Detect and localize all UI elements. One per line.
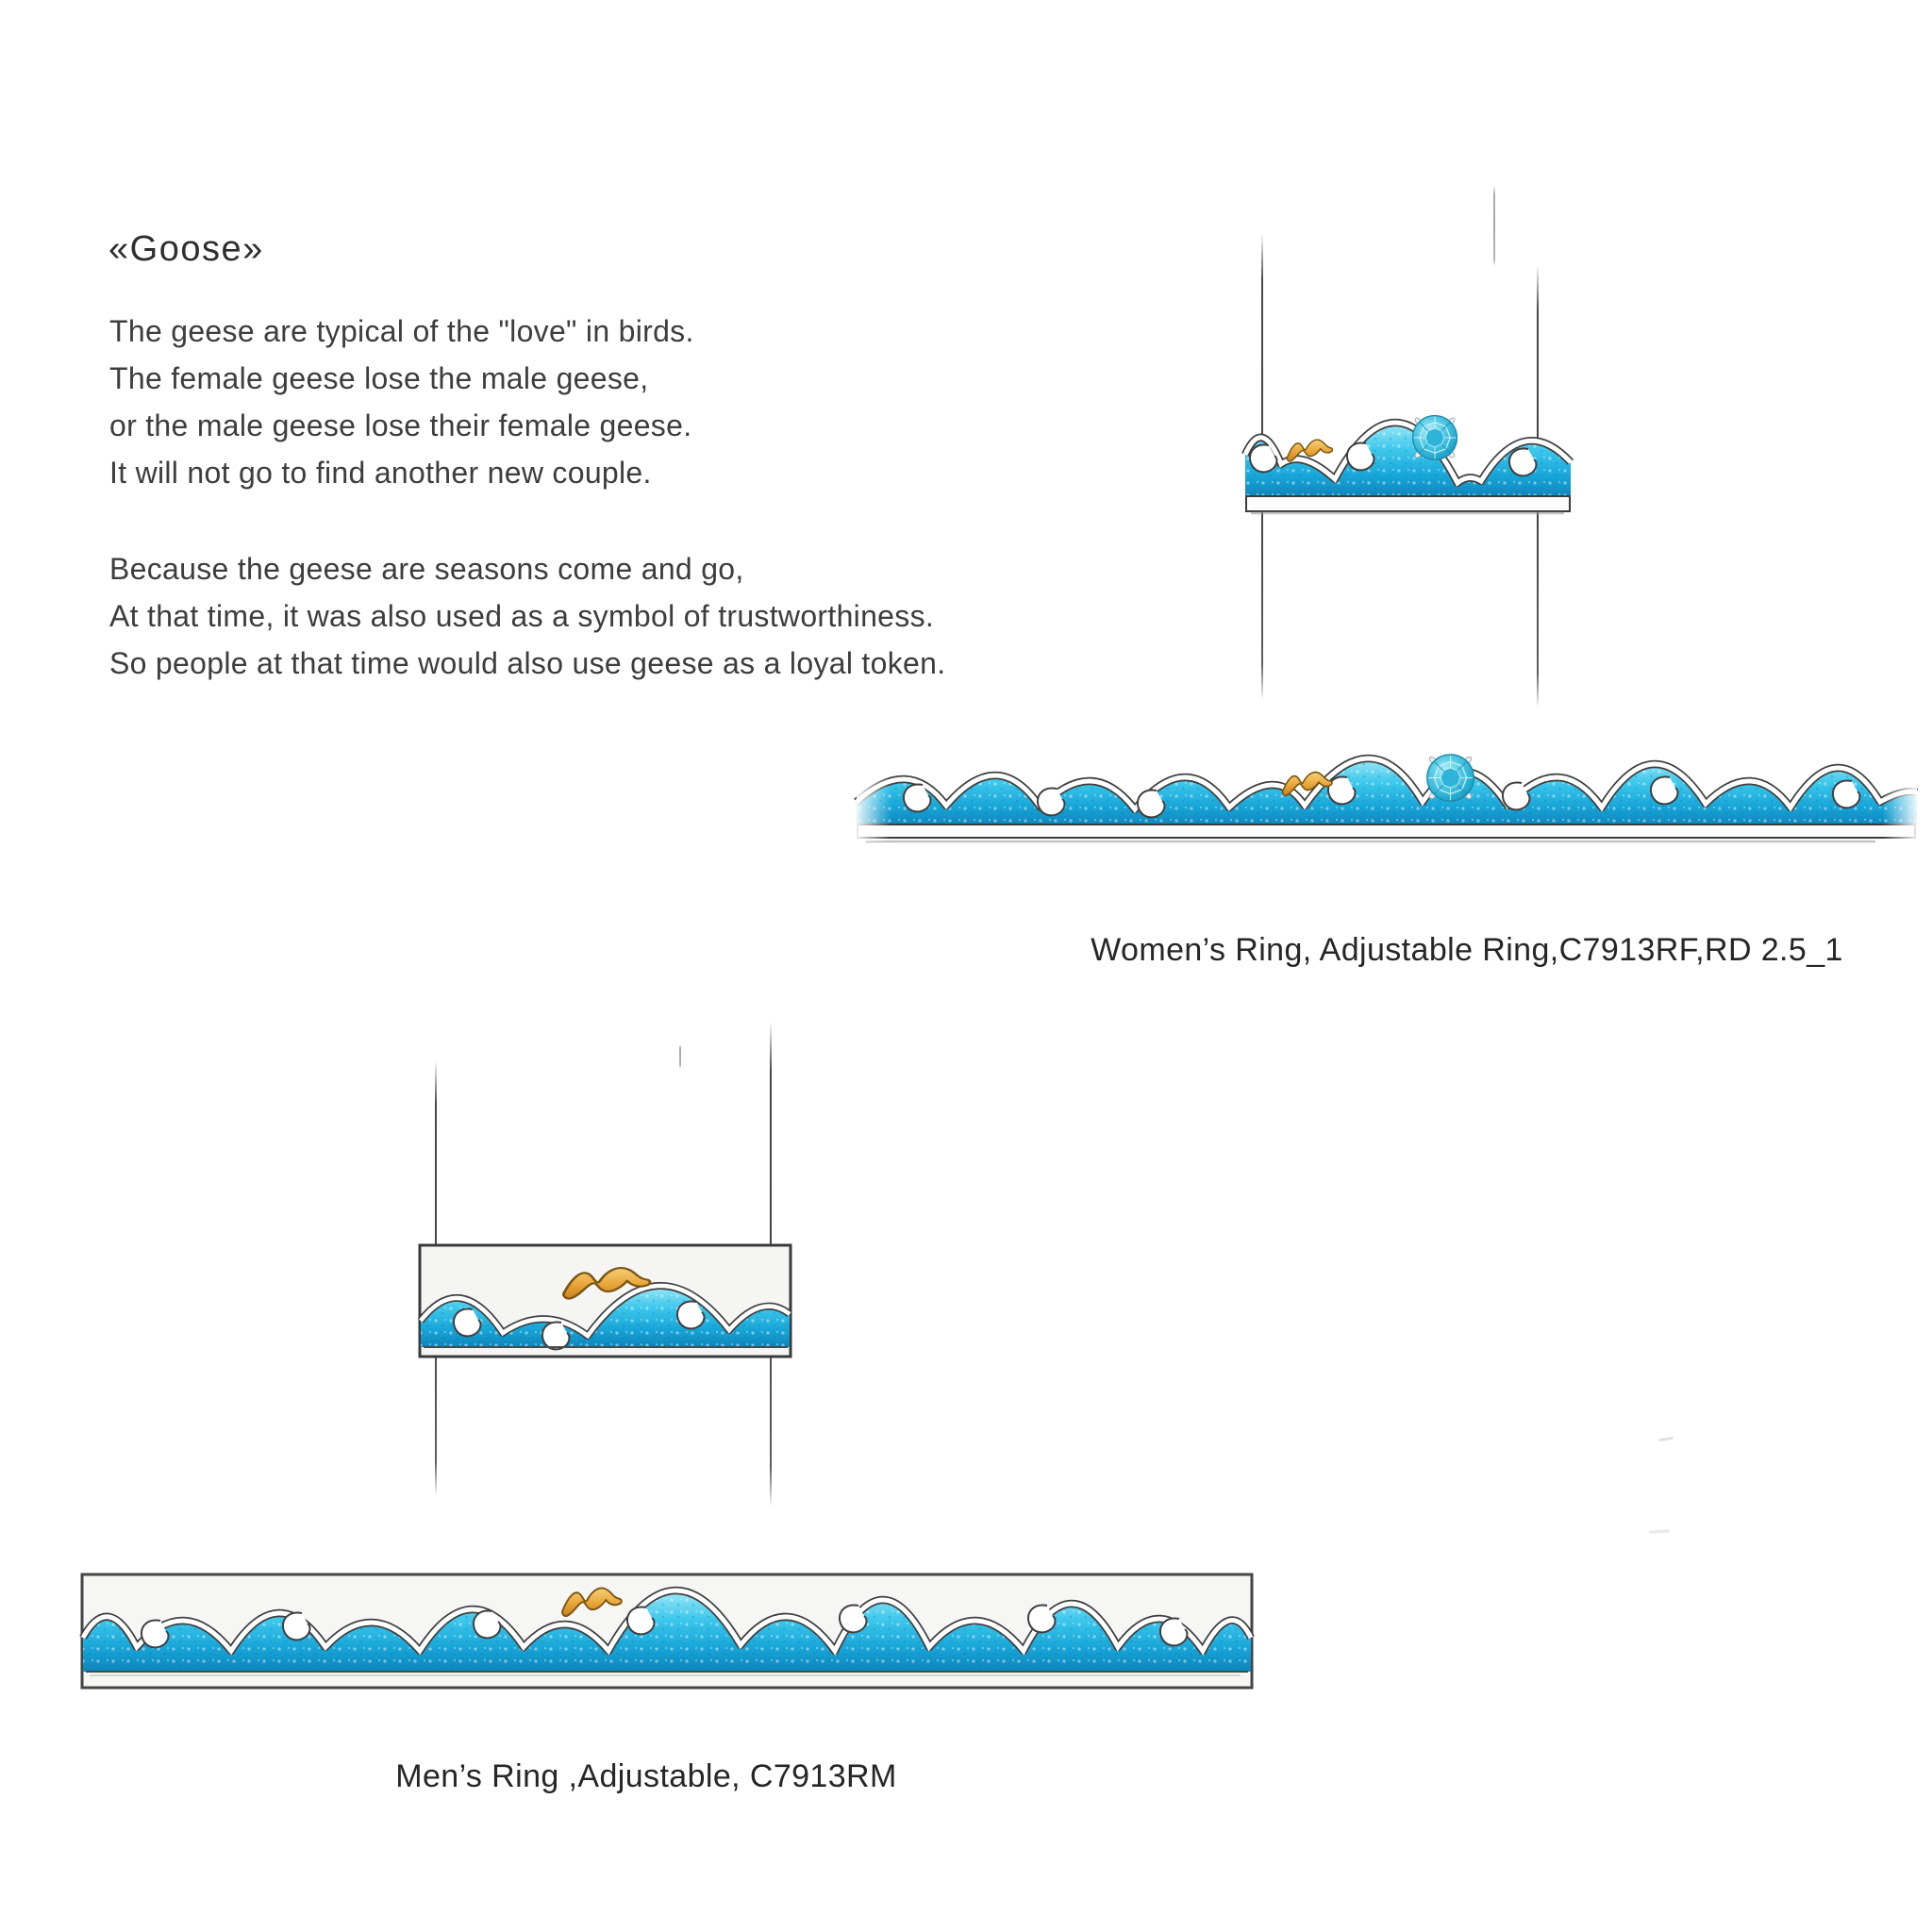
poem-stanza-1 <box>109 308 694 496</box>
poem-line: The geese are typical of the "love" in birds. <box>109 314 694 348</box>
ring-rail <box>1246 496 1570 511</box>
mens-ring-front-sketch <box>418 1243 792 1358</box>
enamel-texture <box>857 758 1917 826</box>
poem-line: Because the geese are seasons come and go, <box>109 552 744 586</box>
stray-mark <box>1658 1437 1674 1442</box>
band-end-fade <box>857 743 891 841</box>
poem-line: So people at that time would also use geese as a loyal token. <box>109 646 946 680</box>
womens-ring-front-sketch <box>1245 406 1571 517</box>
page-title: «Goose» <box>108 229 264 269</box>
womens-ring-sketch-stroke <box>1493 186 1495 266</box>
band-end-fade <box>1883 743 1917 841</box>
womens-ring-caption: Women’s Ring, Adjustable Ring,C7913RF,RD 2.5_1 <box>1091 932 1843 968</box>
poem-line: The female geese lose the male geese, <box>109 361 649 395</box>
blue-topaz-gem-icon <box>1427 755 1474 801</box>
poem-line: It will not go to find another new couple. <box>109 456 652 490</box>
mens-ring-caption: Men’s Ring ,Adjustable, C7913RM <box>395 1758 897 1794</box>
mens-ring-unrolled-band-sketch <box>80 1572 1255 1694</box>
poem-line: At that time, it was also used as a symbol of trustworthiness. <box>109 599 935 633</box>
womens-ring-unrolled-band-sketch <box>857 743 1917 849</box>
stray-mark <box>1649 1529 1670 1534</box>
blue-topaz-gem-icon <box>1413 416 1457 460</box>
poem-stanza-2 <box>109 545 945 687</box>
poem-line: or the male geese lose their female geese. <box>109 408 692 442</box>
ring-rail <box>858 824 1915 838</box>
mens-ring-sketch-stroke <box>679 1045 681 1068</box>
